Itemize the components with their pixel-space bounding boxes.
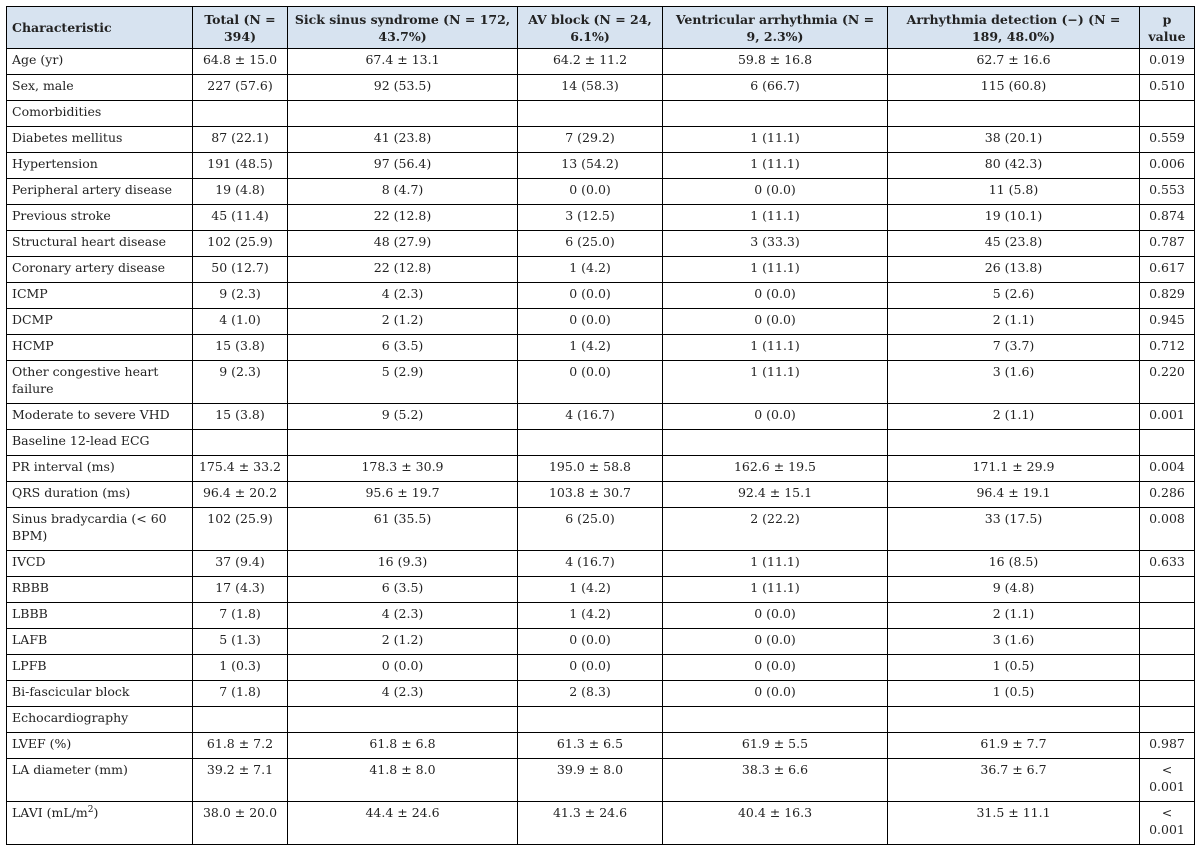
cell-p-value: 0.945 <box>1140 309 1195 335</box>
cell-total: 39.2 ± 7.1 <box>193 759 288 802</box>
cell-characteristic: LVEF (%) <box>7 733 193 759</box>
cell-p-value: 0.004 <box>1140 456 1195 482</box>
cell-ventricular-arrhythmia: 6 (66.7) <box>663 75 888 101</box>
cell-ventricular-arrhythmia: 1 (11.1) <box>663 257 888 283</box>
cell-ventricular-arrhythmia: 3 (33.3) <box>663 231 888 257</box>
cell-p-value <box>1140 430 1195 456</box>
cell-characteristic: Echocardiography <box>7 707 193 733</box>
cell-ventricular-arrhythmia: 0 (0.0) <box>663 629 888 655</box>
cell-total: 102 (25.9) <box>193 231 288 257</box>
cell-total: 61.8 ± 7.2 <box>193 733 288 759</box>
cell-characteristic: DCMP <box>7 309 193 335</box>
table-row <box>7 127 1195 153</box>
cell-p-value: 0.019 <box>1140 49 1195 75</box>
cell-total: 17 (4.3) <box>193 577 288 603</box>
cell-sick-sinus: 5 (2.9) <box>288 361 518 404</box>
cell-p-value: 0.987 <box>1140 733 1195 759</box>
cell-p-value: < 0.001 <box>1140 802 1195 845</box>
cell-ventricular-arrhythmia: 0 (0.0) <box>663 655 888 681</box>
cell-arrhythmia-negative: 61.9 ± 7.7 <box>888 733 1140 759</box>
cell-av-block: 0 (0.0) <box>518 655 663 681</box>
cell-characteristic: HCMP <box>7 335 193 361</box>
header-p-value: p value <box>1140 7 1195 49</box>
cell-arrhythmia-negative: 38 (20.1) <box>888 127 1140 153</box>
cell-ventricular-arrhythmia: 1 (11.1) <box>663 153 888 179</box>
cell-av-block: 195.0 ± 58.8 <box>518 456 663 482</box>
cell-av-block: 103.8 ± 30.7 <box>518 482 663 508</box>
cell-total: 5 (1.3) <box>193 629 288 655</box>
cell-ventricular-arrhythmia: 1 (11.1) <box>663 577 888 603</box>
cell-ventricular-arrhythmia: 59.8 ± 16.8 <box>663 49 888 75</box>
cell-ventricular-arrhythmia: 38.3 ± 6.6 <box>663 759 888 802</box>
cell-av-block: 61.3 ± 6.5 <box>518 733 663 759</box>
cell-characteristic: Moderate to severe VHD <box>7 404 193 430</box>
cell-av-block: 64.2 ± 11.2 <box>518 49 663 75</box>
cell-sick-sinus: 6 (3.5) <box>288 577 518 603</box>
superscript: 2 <box>87 804 94 815</box>
cell-p-value: 0.001 <box>1140 404 1195 430</box>
cell-sick-sinus: 9 (5.2) <box>288 404 518 430</box>
header-row <box>7 7 1195 49</box>
cell-ventricular-arrhythmia <box>663 101 888 127</box>
cell-p-value: 0.286 <box>1140 482 1195 508</box>
cell-ventricular-arrhythmia <box>663 430 888 456</box>
cell-arrhythmia-negative: 31.5 ± 11.1 <box>888 802 1140 845</box>
table-row <box>7 551 1195 577</box>
cell-p-value: 0.008 <box>1140 508 1195 551</box>
cell-characteristic: Coronary artery disease <box>7 257 193 283</box>
table-row <box>7 257 1195 283</box>
header-ventricular-arrhythmia: Ventricular arrhythmia (N = 9, 2.3%) <box>663 7 888 49</box>
cell-total: 64.8 ± 15.0 <box>193 49 288 75</box>
cell-sick-sinus: 4 (2.3) <box>288 681 518 707</box>
cell-arrhythmia-negative: 26 (13.8) <box>888 257 1140 283</box>
cell-av-block: 1 (4.2) <box>518 577 663 603</box>
cell-av-block: 6 (25.0) <box>518 508 663 551</box>
header-total: Total (N = 394) <box>193 7 288 49</box>
cell-p-value <box>1140 681 1195 707</box>
cell-sick-sinus: 48 (27.9) <box>288 231 518 257</box>
cell-ventricular-arrhythmia: 92.4 ± 15.1 <box>663 482 888 508</box>
cell-characteristic: Diabetes mellitus <box>7 127 193 153</box>
cell-sick-sinus: 61.8 ± 6.8 <box>288 733 518 759</box>
cell-sick-sinus: 44.4 ± 24.6 <box>288 802 518 845</box>
section-row <box>7 430 1195 456</box>
cell-total: 15 (3.8) <box>193 335 288 361</box>
cell-arrhythmia-negative: 171.1 ± 29.9 <box>888 456 1140 482</box>
cell-arrhythmia-negative: 2 (1.1) <box>888 603 1140 629</box>
cell-av-block: 2 (8.3) <box>518 681 663 707</box>
cell-characteristic: QRS duration (ms) <box>7 482 193 508</box>
cell-arrhythmia-negative: 19 (10.1) <box>888 205 1140 231</box>
table-row <box>7 456 1195 482</box>
cell-ventricular-arrhythmia: 0 (0.0) <box>663 603 888 629</box>
cell-av-block: 6 (25.0) <box>518 231 663 257</box>
table-row <box>7 335 1195 361</box>
cell-ventricular-arrhythmia: 2 (22.2) <box>663 508 888 551</box>
cell-av-block: 39.9 ± 8.0 <box>518 759 663 802</box>
cell-characteristic: Bi-fascicular block <box>7 681 193 707</box>
cell-p-value: < 0.001 <box>1140 759 1195 802</box>
cell-p-value: 0.787 <box>1140 231 1195 257</box>
cell-characteristic: Age (yr) <box>7 49 193 75</box>
cell-arrhythmia-negative: 36.7 ± 6.7 <box>888 759 1140 802</box>
cell-total: 4 (1.0) <box>193 309 288 335</box>
cell-total: 9 (2.3) <box>193 361 288 404</box>
cell-characteristic: LA diameter (mm) <box>7 759 193 802</box>
cell-sick-sinus: 97 (56.4) <box>288 153 518 179</box>
cell-sick-sinus: 178.3 ± 30.9 <box>288 456 518 482</box>
cell-total: 15 (3.8) <box>193 404 288 430</box>
table-row <box>7 482 1195 508</box>
cell-total <box>193 430 288 456</box>
cell-total: 37 (9.4) <box>193 551 288 577</box>
table-row <box>7 309 1195 335</box>
cell-arrhythmia-negative: 9 (4.8) <box>888 577 1140 603</box>
cell-sick-sinus: 16 (9.3) <box>288 551 518 577</box>
table-row <box>7 205 1195 231</box>
cell-sick-sinus <box>288 101 518 127</box>
header-sick-sinus: Sick sinus syndrome (N = 172, 43.7%) <box>288 7 518 49</box>
cell-characteristic: Sex, male <box>7 75 193 101</box>
cell-p-value <box>1140 655 1195 681</box>
cell-ventricular-arrhythmia: 0 (0.0) <box>663 283 888 309</box>
cell-av-block: 41.3 ± 24.6 <box>518 802 663 845</box>
cell-av-block: 1 (4.2) <box>518 335 663 361</box>
cell-sick-sinus: 2 (1.2) <box>288 309 518 335</box>
cell-p-value: 0.510 <box>1140 75 1195 101</box>
cell-sick-sinus: 4 (2.3) <box>288 283 518 309</box>
cell-ventricular-arrhythmia: 1 (11.1) <box>663 335 888 361</box>
cell-sick-sinus: 4 (2.3) <box>288 603 518 629</box>
cell-total: 7 (1.8) <box>193 681 288 707</box>
cell-arrhythmia-negative: 16 (8.5) <box>888 551 1140 577</box>
cell-sick-sinus: 6 (3.5) <box>288 335 518 361</box>
cell-arrhythmia-negative: 2 (1.1) <box>888 404 1140 430</box>
section-row <box>7 707 1195 733</box>
cell-characteristic <box>7 802 193 845</box>
table-row <box>7 231 1195 257</box>
cell-p-value <box>1140 707 1195 733</box>
cell-arrhythmia-negative: 3 (1.6) <box>888 361 1140 404</box>
cell-p-value: 0.559 <box>1140 127 1195 153</box>
table-row <box>7 681 1195 707</box>
cell-ventricular-arrhythmia: 1 (11.1) <box>663 551 888 577</box>
characteristics-table <box>6 6 1195 845</box>
cell-total <box>193 707 288 733</box>
cell-av-block <box>518 430 663 456</box>
cell-p-value: 0.220 <box>1140 361 1195 404</box>
cell-sick-sinus: 22 (12.8) <box>288 257 518 283</box>
cell-characteristic: Hypertension <box>7 153 193 179</box>
cell-label-suffix: ) <box>93 805 99 820</box>
cell-ventricular-arrhythmia: 162.6 ± 19.5 <box>663 456 888 482</box>
cell-characteristic: Peripheral artery disease <box>7 179 193 205</box>
cell-characteristic: Other congestive heart failure <box>7 361 193 404</box>
cell-total: 96.4 ± 20.2 <box>193 482 288 508</box>
cell-ventricular-arrhythmia: 1 (11.1) <box>663 127 888 153</box>
header-characteristic: Characteristic <box>7 7 193 49</box>
table-row <box>7 508 1195 551</box>
cell-p-value: 0.617 <box>1140 257 1195 283</box>
cell-arrhythmia-negative <box>888 707 1140 733</box>
cell-total: 50 (12.7) <box>193 257 288 283</box>
table-row <box>7 629 1195 655</box>
cell-characteristic: PR interval (ms) <box>7 456 193 482</box>
cell-sick-sinus: 41 (23.8) <box>288 127 518 153</box>
cell-av-block: 0 (0.0) <box>518 361 663 404</box>
table-row <box>7 733 1195 759</box>
cell-characteristic: IVCD <box>7 551 193 577</box>
cell-arrhythmia-negative <box>888 430 1140 456</box>
cell-sick-sinus: 67.4 ± 13.1 <box>288 49 518 75</box>
cell-av-block: 4 (16.7) <box>518 551 663 577</box>
cell-sick-sinus: 61 (35.5) <box>288 508 518 551</box>
cell-av-block: 7 (29.2) <box>518 127 663 153</box>
cell-ventricular-arrhythmia: 0 (0.0) <box>663 404 888 430</box>
cell-av-block: 1 (4.2) <box>518 257 663 283</box>
cell-arrhythmia-negative: 115 (60.8) <box>888 75 1140 101</box>
cell-p-value <box>1140 577 1195 603</box>
cell-sick-sinus: 2 (1.2) <box>288 629 518 655</box>
header-arrhythmia-negative: Arrhythmia detection (−) (N = 189, 48.0%) <box>888 7 1140 49</box>
cell-av-block: 14 (58.3) <box>518 75 663 101</box>
table-row <box>7 75 1195 101</box>
cell-sick-sinus: 8 (4.7) <box>288 179 518 205</box>
cell-ventricular-arrhythmia: 1 (11.1) <box>663 361 888 404</box>
cell-p-value: 0.633 <box>1140 551 1195 577</box>
cell-arrhythmia-negative: 1 (0.5) <box>888 655 1140 681</box>
table-row <box>7 179 1195 205</box>
cell-arrhythmia-negative: 11 (5.8) <box>888 179 1140 205</box>
cell-total <box>193 101 288 127</box>
cell-ventricular-arrhythmia: 0 (0.0) <box>663 179 888 205</box>
table-row <box>7 802 1195 845</box>
cell-av-block <box>518 101 663 127</box>
cell-sick-sinus: 0 (0.0) <box>288 655 518 681</box>
cell-av-block: 13 (54.2) <box>518 153 663 179</box>
cell-total: 175.4 ± 33.2 <box>193 456 288 482</box>
cell-sick-sinus: 41.8 ± 8.0 <box>288 759 518 802</box>
cell-characteristic: LBBB <box>7 603 193 629</box>
section-row <box>7 101 1195 127</box>
cell-arrhythmia-negative: 5 (2.6) <box>888 283 1140 309</box>
header-av-block: AV block (N = 24, 6.1%) <box>518 7 663 49</box>
cell-p-value: 0.553 <box>1140 179 1195 205</box>
cell-av-block: 3 (12.5) <box>518 205 663 231</box>
cell-characteristic: RBBB <box>7 577 193 603</box>
cell-total: 191 (48.5) <box>193 153 288 179</box>
cell-total: 87 (22.1) <box>193 127 288 153</box>
cell-p-value: 0.712 <box>1140 335 1195 361</box>
cell-total: 19 (4.8) <box>193 179 288 205</box>
cell-characteristic: Previous stroke <box>7 205 193 231</box>
cell-characteristic: Sinus bradycardia (< 60 BPM) <box>7 508 193 551</box>
cell-ventricular-arrhythmia: 40.4 ± 16.3 <box>663 802 888 845</box>
table-row <box>7 361 1195 404</box>
cell-total: 227 (57.6) <box>193 75 288 101</box>
cell-characteristic: ICMP <box>7 283 193 309</box>
cell-sick-sinus <box>288 707 518 733</box>
cell-arrhythmia-negative: 1 (0.5) <box>888 681 1140 707</box>
cell-characteristic: LAFB <box>7 629 193 655</box>
cell-characteristic: Structural heart disease <box>7 231 193 257</box>
cell-ventricular-arrhythmia: 0 (0.0) <box>663 681 888 707</box>
table-row <box>7 49 1195 75</box>
cell-ventricular-arrhythmia <box>663 707 888 733</box>
cell-av-block <box>518 707 663 733</box>
cell-ventricular-arrhythmia: 1 (11.1) <box>663 205 888 231</box>
cell-p-value <box>1140 629 1195 655</box>
table-row <box>7 153 1195 179</box>
cell-total: 9 (2.3) <box>193 283 288 309</box>
cell-p-value <box>1140 603 1195 629</box>
table-row <box>7 603 1195 629</box>
cell-p-value: 0.829 <box>1140 283 1195 309</box>
cell-p-value: 0.874 <box>1140 205 1195 231</box>
cell-arrhythmia-negative: 33 (17.5) <box>888 508 1140 551</box>
cell-arrhythmia-negative: 62.7 ± 16.6 <box>888 49 1140 75</box>
cell-characteristic: LPFB <box>7 655 193 681</box>
cell-characteristic: Comorbidities <box>7 101 193 127</box>
cell-ventricular-arrhythmia: 61.9 ± 5.5 <box>663 733 888 759</box>
cell-av-block: 1 (4.2) <box>518 603 663 629</box>
table-row <box>7 283 1195 309</box>
cell-arrhythmia-negative: 96.4 ± 19.1 <box>888 482 1140 508</box>
cell-av-block: 0 (0.0) <box>518 179 663 205</box>
cell-total: 38.0 ± 20.0 <box>193 802 288 845</box>
cell-p-value: 0.006 <box>1140 153 1195 179</box>
cell-av-block: 0 (0.0) <box>518 309 663 335</box>
cell-av-block: 0 (0.0) <box>518 629 663 655</box>
cell-arrhythmia-negative: 3 (1.6) <box>888 629 1140 655</box>
cell-characteristic: Baseline 12-lead ECG <box>7 430 193 456</box>
cell-total: 45 (11.4) <box>193 205 288 231</box>
cell-arrhythmia-negative <box>888 101 1140 127</box>
cell-arrhythmia-negative: 80 (42.3) <box>888 153 1140 179</box>
cell-arrhythmia-negative: 7 (3.7) <box>888 335 1140 361</box>
cell-ventricular-arrhythmia: 0 (0.0) <box>663 309 888 335</box>
cell-sick-sinus: 22 (12.8) <box>288 205 518 231</box>
cell-label-text: LAVI (mL/m <box>12 805 88 820</box>
cell-av-block: 4 (16.7) <box>518 404 663 430</box>
table-row <box>7 655 1195 681</box>
cell-sick-sinus <box>288 430 518 456</box>
table-row <box>7 759 1195 802</box>
cell-p-value <box>1140 101 1195 127</box>
cell-total: 7 (1.8) <box>193 603 288 629</box>
table-row <box>7 577 1195 603</box>
cell-total: 102 (25.9) <box>193 508 288 551</box>
cell-arrhythmia-negative: 2 (1.1) <box>888 309 1140 335</box>
cell-arrhythmia-negative: 45 (23.8) <box>888 231 1140 257</box>
table-row <box>7 404 1195 430</box>
cell-av-block: 0 (0.0) <box>518 283 663 309</box>
cell-sick-sinus: 92 (53.5) <box>288 75 518 101</box>
cell-sick-sinus: 95.6 ± 19.7 <box>288 482 518 508</box>
table-body <box>7 49 1195 845</box>
cell-total: 1 (0.3) <box>193 655 288 681</box>
